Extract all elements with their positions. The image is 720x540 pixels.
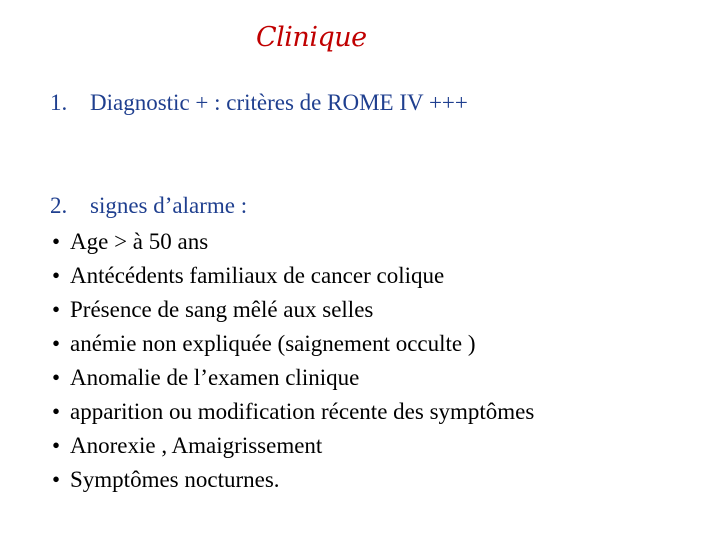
item-text: Diagnostic + : critères de ROME IV +++ [90, 90, 468, 115]
list-item [48, 225, 534, 259]
bullet-icon: • [52, 297, 61, 322]
list-item-text: Anomalie de l’examen clinique [70, 365, 360, 390]
list-item-text: apparition ou modification récente des symptômes [70, 399, 535, 424]
bullet-icon: • [52, 229, 61, 254]
list-item [48, 293, 534, 327]
list-item-text: anémie non expliquée (saignement occulte ) [70, 331, 476, 356]
item-number: 2. [50, 193, 68, 218]
bullet-icon: • [52, 365, 61, 390]
list-item-text: Symptômes nocturnes. [70, 467, 280, 492]
list-item [48, 463, 534, 497]
bullet-icon: • [52, 331, 61, 356]
bullet-icon: • [52, 433, 61, 458]
list-item-text: Age > à 50 ans [70, 229, 209, 254]
warning-signs-list [48, 225, 534, 497]
list-item [48, 327, 534, 361]
bullet-icon: • [52, 263, 61, 288]
list-item-text: Présence de sang mêlé aux selles [70, 297, 374, 322]
bullet-icon: • [52, 467, 61, 492]
list-item [48, 429, 534, 463]
list-item-text: Antécédents familiaux de cancer colique [70, 263, 445, 288]
slide-title: Clinique [256, 22, 367, 53]
item-number: 1. [50, 90, 68, 115]
list-item [48, 361, 534, 395]
list-item [48, 259, 534, 293]
numbered-item-warning-signs [50, 193, 247, 219]
bullet-icon: • [52, 399, 61, 424]
numbered-item-diagnostic [50, 90, 468, 116]
item-text: signes d’alarme : [90, 193, 248, 218]
list-item [48, 395, 534, 429]
list-item-text: Anorexie , Amaigrissement [70, 433, 323, 458]
